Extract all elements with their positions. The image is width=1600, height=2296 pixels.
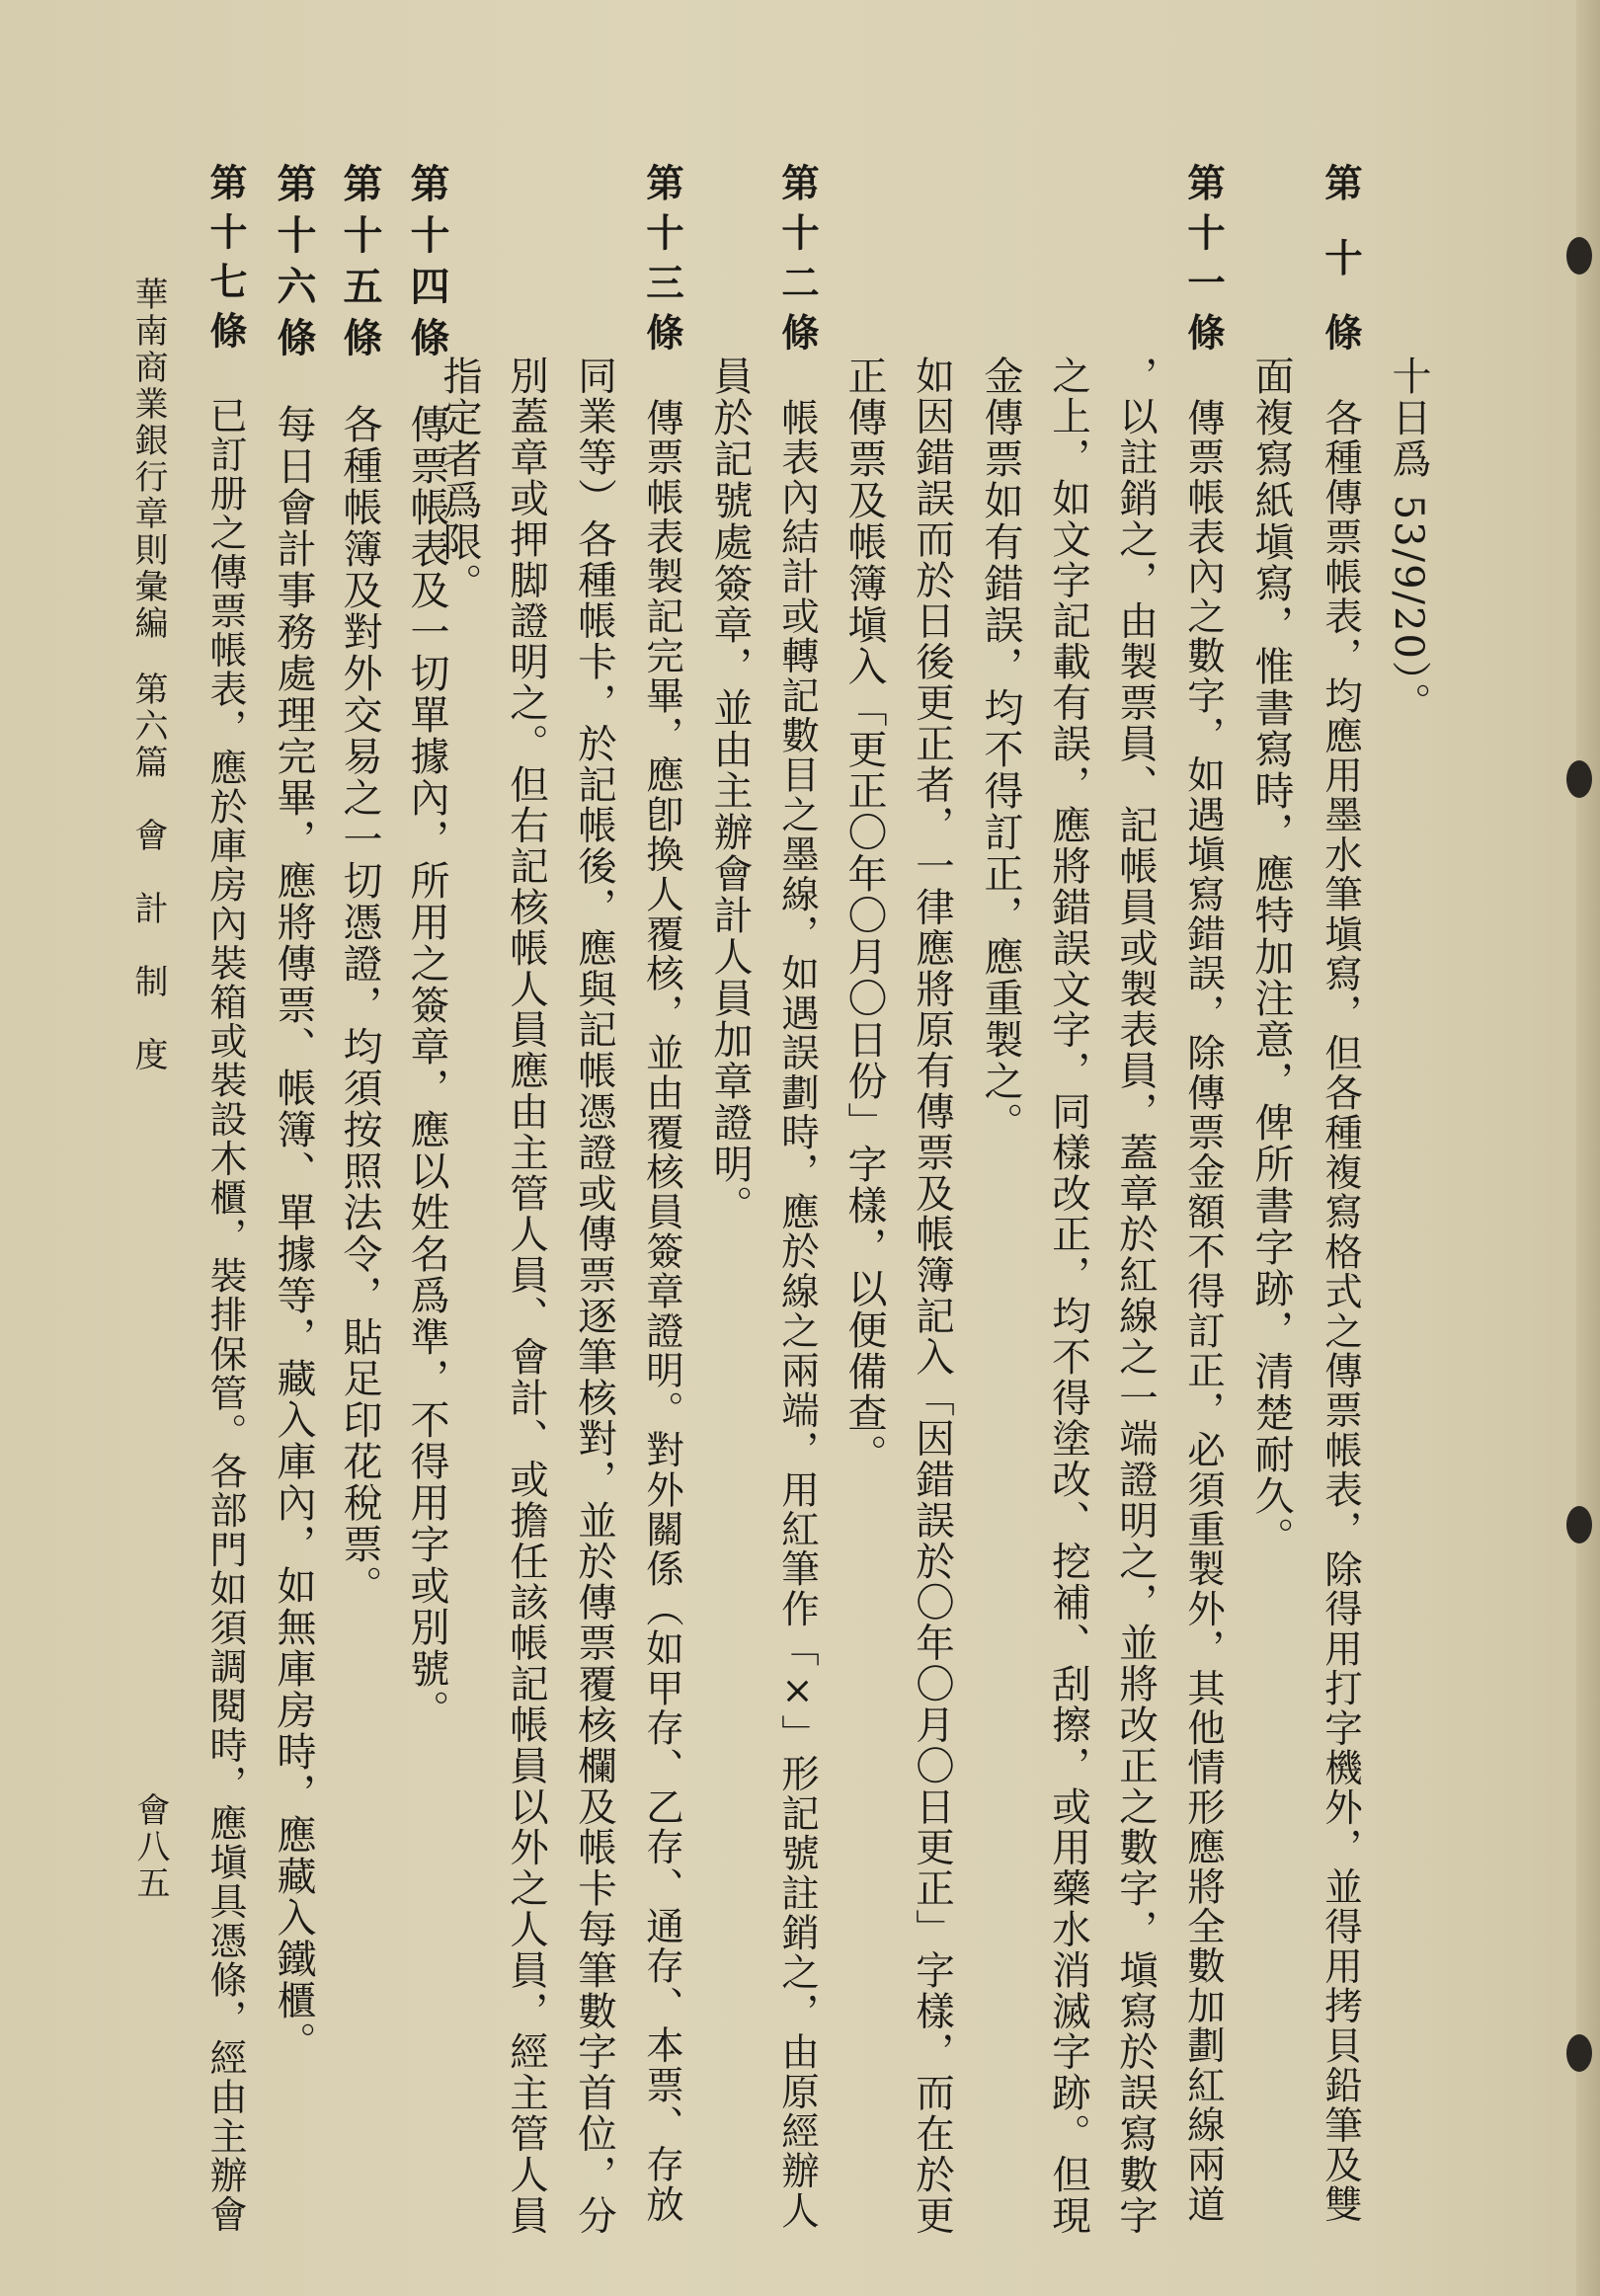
- article-text: 傳票帳表及一切單據內，所用之簽章，應以姓名爲準，不得用字或別號。: [404, 404, 449, 1731]
- section-title: 第六篇 會 計 制 度: [128, 672, 168, 1073]
- binding-hole-icon: [1566, 760, 1592, 798]
- article-text: 別蓋章或押脚證明之。但右記核帳人員應由主管人員、會計、或擔任該帳記帳員以外之人員，經主管人員: [504, 356, 549, 2237]
- article-text: 如因錯誤而於日後更正者，一律應將原有傳票及帳簿記入「因錯誤於〇年〇月〇日更正」字樣，而在於更: [910, 356, 955, 2237]
- text-column: [1181, 163, 1225, 2224]
- article-label: 第十一條: [1181, 163, 1226, 362]
- text-column: [338, 163, 381, 1607]
- article-label: 第 十 條: [1319, 163, 1363, 363]
- article-label: 第十二條: [775, 163, 820, 362]
- article-text: 之上，如文字記載有誤，應將錯誤文字，同樣改正，均不得塗改、挖補、刮擦，或用藥水消滅字跡。但現: [1046, 356, 1091, 2237]
- binding-hole-icon: [1566, 237, 1592, 275]
- article-text: 金傳票如有錯誤，均不得訂正，應重製之。: [978, 356, 1023, 1144]
- article-text: 各種帳簿及對外交易之一切憑證，均須按照法令，貼足印花稅票。: [337, 404, 382, 1607]
- article-label: 第十四條: [404, 163, 450, 368]
- text-column: [842, 356, 886, 1475]
- text-column: [405, 163, 448, 1731]
- article-text: 每日會計事務處理完畢，應將傳票、帳簿、單據等，藏入庫內，如無庫房時，應藏入鐵櫃。: [271, 404, 316, 2063]
- book-title: 華南商業銀行章則彙編: [128, 277, 168, 642]
- text-column: [1047, 356, 1090, 2236]
- article-text: 同業等）各種帳卡，於記帳後，應與記帳憑證或傳票逐筆核對，並於傳票覆核欄及帳卡每筆數字首位，分: [572, 356, 617, 2237]
- text-column: [505, 356, 548, 2236]
- text-column: [911, 356, 954, 2236]
- text-column: [1319, 163, 1362, 2225]
- article-text: 各種傳票帳表，均應用墨水筆塡寫，但各種複寫格式之傳票帳表，除得用打字機外，並得用拷貝鉛筆及雙: [1319, 398, 1363, 2225]
- text-column: [979, 356, 1022, 1144]
- article-text: 員於記號處簽章，並由主辦會計人員加章證明。: [707, 356, 753, 1227]
- text-column: [272, 163, 315, 2063]
- article-label: 第十三條: [640, 163, 684, 362]
- text-column: [203, 163, 247, 2234]
- article-label: 第十六條: [271, 163, 317, 368]
- article-text: 正傳票及帳簿塡入「更正〇年〇月〇日份」字樣，以便備查。: [841, 356, 887, 1475]
- page-number: 會八五: [130, 1792, 170, 1902]
- text-column: [1114, 356, 1158, 2236]
- article-text: ，以註銷之，由製票員、記帳員或製表員，蓋章於紅線之一端證明之，並將改正之數字，塡寫於誤寫數字: [1113, 356, 1159, 2237]
- text-column: [1387, 356, 1430, 724]
- text-column: [775, 163, 819, 2231]
- binding-hole-icon: [1566, 2034, 1592, 2072]
- text-column: [640, 163, 683, 2224]
- text-column: [573, 356, 616, 2236]
- text-column: [1249, 356, 1293, 1558]
- article-text: 傳票帳表內之數字，如遇塡寫錯誤，除傳票金額不得訂正，必須重製外，其他情形應將全數加劃紅線兩道: [1181, 398, 1226, 2225]
- text-column: [708, 356, 752, 1227]
- article-text: 帳表內結計或轉記數目之墨線，如遇誤劃時，應於線之兩端，用紅筆作「×」形記號註銷之，由原經辦人: [775, 398, 820, 2231]
- binding-edge: [1576, 0, 1600, 2296]
- running-footer: [126, 277, 170, 1073]
- article-label: 第十七條: [203, 163, 248, 360]
- binding-hole-icon: [1566, 1506, 1592, 1544]
- article-text: 指定者爲限。: [437, 356, 482, 604]
- article-text: 傳票帳表製記完畢，應卽換人覆核，並由覆核員簽章證明。對外關係（如甲存、乙存、通存、本票、存放: [640, 398, 684, 2225]
- article-label: 第十五條: [337, 163, 383, 368]
- article-text: 已訂册之傳票帳表，應於庫房內裝箱或裝設木櫃，裝排保管。各部門如須調閱時，應塡具憑條，經由主辦會: [203, 396, 247, 2235]
- article-text: 面複寫紙塡寫，惟書寫時，應特加注意，俾所書字跡，清楚耐久。: [1248, 356, 1294, 1558]
- article-text: 十日爲 53/9/20）。: [1386, 356, 1431, 724]
